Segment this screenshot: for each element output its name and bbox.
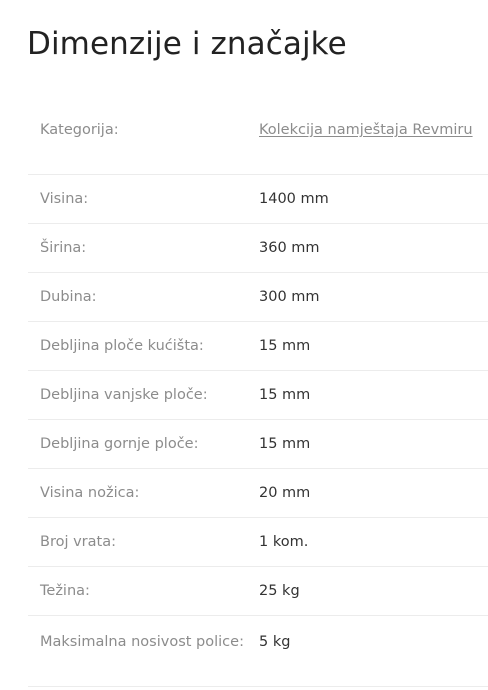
spec-label: Visina nožica:: [40, 485, 140, 501]
spec-row-height: [28, 175, 488, 224]
section-title: Dimenzije i značajke: [27, 26, 347, 62]
spec-value: 15 mm: [259, 338, 311, 354]
spec-row-category: [28, 104, 488, 175]
spec-row-leg-height: [28, 469, 488, 518]
spec-row-top-board-thickness: [28, 420, 488, 469]
spec-value: 15 mm: [259, 436, 311, 452]
spec-value: [259, 119, 488, 141]
spec-label: Broj vrata:: [40, 534, 116, 550]
spec-row-depth: [28, 273, 488, 322]
spec-label: Kategorija:: [40, 122, 119, 138]
spec-value: 300 mm: [259, 289, 320, 305]
spec-label: Širina:: [40, 240, 87, 256]
spec-row-outer-board-thickness: [28, 371, 488, 420]
spec-value: 15 mm: [259, 387, 311, 403]
spec-row-shelf-capacity: [28, 616, 488, 687]
spec-label: Dubina:: [40, 289, 97, 305]
spec-row-weight: [28, 567, 488, 616]
spec-value: 360 mm: [259, 240, 320, 256]
spec-label: Debljina gornje ploče:: [40, 436, 199, 452]
spec-label: Težina:: [40, 583, 90, 599]
spec-value: 1400 mm: [259, 191, 329, 207]
spec-row-door-count: [28, 518, 488, 567]
spec-value: 5 kg: [259, 634, 291, 650]
spec-label: Maksimalna nosivost police:: [40, 634, 244, 650]
spec-value: 25 kg: [259, 583, 300, 599]
spec-label: Visina:: [40, 191, 89, 207]
spec-row-case-board-thickness: [28, 322, 488, 371]
specs-table: [28, 104, 488, 687]
category-link[interactable]: Kolekcija namještaja Revmiru: [259, 122, 473, 138]
spec-value: 20 mm: [259, 485, 311, 501]
spec-value: 1 kom.: [259, 534, 309, 550]
spec-row-width: [28, 224, 488, 273]
spec-label: Debljina ploče kućišta:: [40, 338, 204, 354]
spec-label: Debljina vanjske ploče:: [40, 387, 208, 403]
